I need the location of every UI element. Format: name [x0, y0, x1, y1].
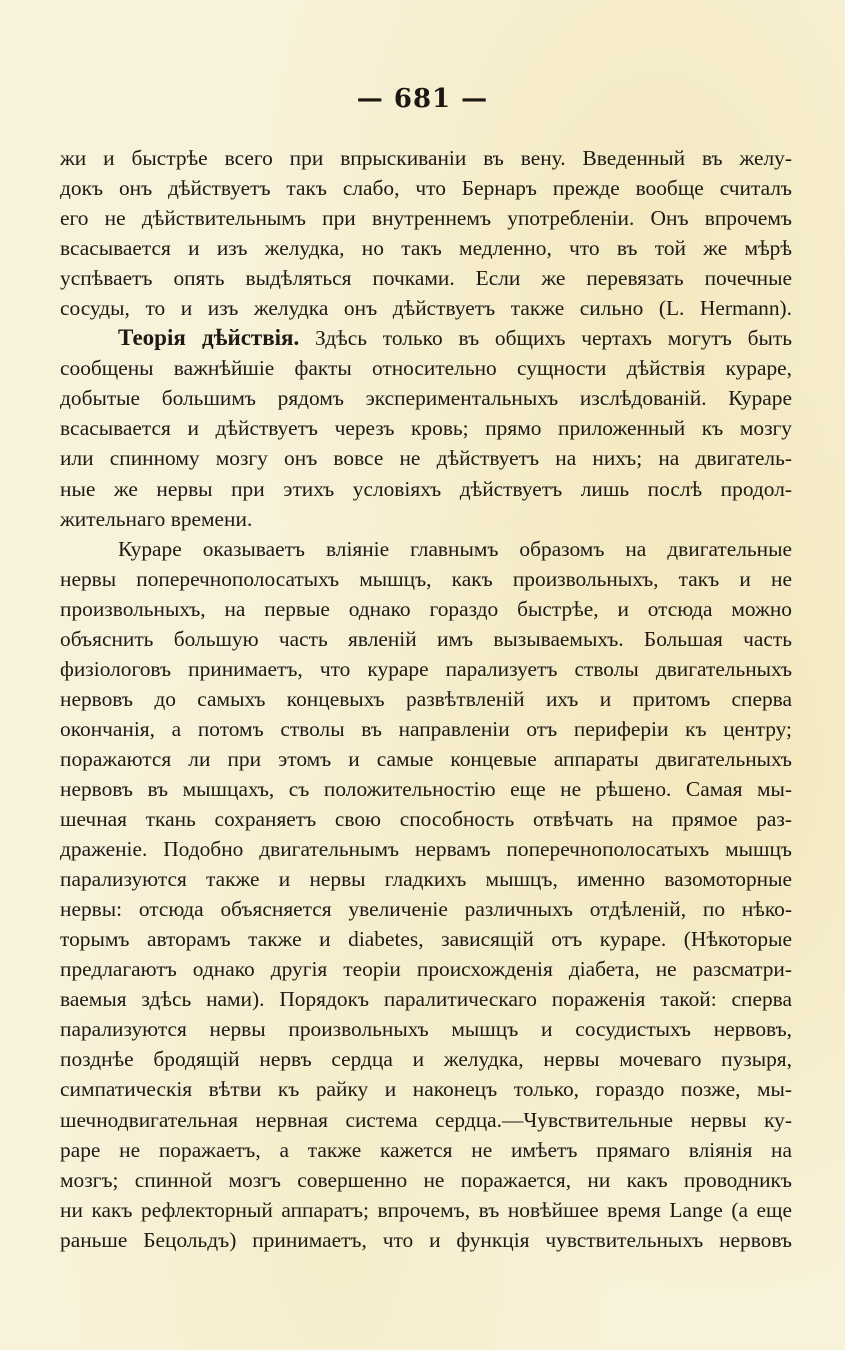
text-line: позднѣе бродящій нервъ сердца и желудка, нервы мочеваго пузыря,: [60, 1047, 792, 1072]
text-line: поражаются ли при этомъ и самые концевые аппараты двигательныхъ: [60, 746, 792, 771]
text-line: сообщены важнѣйшіе факты относительно сущности дѣйствія кураре,: [60, 356, 792, 381]
text-line: добытые большимъ рядомъ экспериментальныхъ изслѣдованій. Кураре: [60, 386, 792, 411]
text-line: объяснить большую часть явленій имъ вызываемыхъ. Большая часть: [60, 626, 792, 651]
text-line: всасывается и дѣйствуетъ черезъ кровь; прямо приложенный къ мозгу: [60, 416, 792, 441]
text-line: или спинному мозгу онъ вовсе не дѣйствуетъ на нихъ; на двигатель-: [60, 446, 792, 471]
text-line: ные же нервы при этихъ условіяхъ дѣйствуетъ лишь послѣ продол-: [60, 476, 792, 501]
text-line: физіологовъ принимаетъ, что кураре парализуетъ стволы двигательныхъ: [60, 656, 792, 681]
heading-line-rest: Здѣсь только въ общихъ чертахъ могутъ быть: [299, 326, 792, 351]
text-line: жи и быстрѣе всего при впрыскиваніи въ вену. Введенный въ желу-: [60, 146, 792, 170]
text-line: шечнодвигательная нервная система сердца.—Чувствительные нервы ку-: [60, 1107, 792, 1132]
text-line: успѣваетъ опять выдѣляться почками. Если же перевязать почечные: [60, 266, 792, 291]
text-line: драженіе. Подобно двигательнымъ нервамъ поперечнополосатыхъ мышцъ: [60, 837, 792, 862]
text-line: всасывается и изъ желудка, но такъ медленно, что въ той же мѣрѣ: [60, 236, 792, 261]
text-line: произвольныхъ, на первые однако гораздо быстрѣе, и отсюда можно: [60, 596, 792, 621]
text-line: докъ онъ дѣйствуетъ такъ слабо, что Бернаръ прежде вообще считалъ: [60, 176, 792, 201]
section-heading-line: [60, 323, 792, 353]
text-line: нервы поперечнополосатыхъ мышцъ, какъ произвольныхъ, такъ и не: [60, 566, 792, 591]
text-line: ни какъ рефлекторный аппаратъ; впрочемъ, въ новѣйшее время Lange (а еще: [60, 1197, 792, 1222]
text-line: жительнаго времени.: [60, 506, 253, 531]
text-line: симпатическія вѣтви къ райку и наконецъ только, гораздо позже, мы-: [60, 1077, 792, 1102]
text-line: его не дѣйствительнымъ при внутреннемъ употребленіи. Онъ впрочемъ: [60, 206, 792, 231]
body-text: [60, 143, 792, 1255]
text-line: ваемыя здѣсь нами). Порядокъ паралитическаго пораженія такой: сперва: [60, 987, 792, 1012]
text-line: раре не поражаетъ, а также кажется не имѣетъ прямаго вліянія на: [60, 1137, 792, 1162]
text-line: нервовъ до самыхъ концевыхъ развѣтвленій ихъ и притомъ сперва: [60, 686, 792, 711]
text-line: нервовъ въ мышцахъ, съ положительностію еще не рѣшено. Самая мы-: [60, 776, 792, 801]
text-line: парализуются нервы произвольныхъ мышцъ и сосудистыхъ нервовъ,: [60, 1017, 792, 1042]
section-heading: Теорія дѣйствія.: [118, 325, 300, 351]
text-line: нервы: отсюда объясняется увеличеніе различныхъ отдѣленій, по нѣко-: [60, 897, 792, 922]
text-line: парализуются также и нервы гладкихъ мышцъ, именно вазомоторные: [60, 867, 792, 892]
text-line: раньше Бецольдъ) принимаетъ, что и функція чувствительныхъ нервовъ: [60, 1227, 792, 1252]
text-line: предлагаютъ однако другія теоріи происхожденія діабета, не разсматри-: [60, 957, 792, 982]
page-number: — 681 —: [356, 84, 489, 114]
paragraph-start-line: Кураре оказываетъ вліяніе главнымъ образомъ на двигательные: [118, 536, 792, 561]
text-line: торымъ авторамъ также и diabetes, зависящій отъ кураре. (Нѣкоторые: [60, 927, 792, 952]
text-line: сосуды, то и изъ желудка онъ дѣйствуетъ также сильно (L. Hermann).: [60, 296, 792, 321]
text-line: окончанія, а потомъ стволы въ направленіи отъ периферіи къ центру;: [60, 716, 792, 741]
text-line: мозгъ; спинной мозгъ совершенно не поражается, ни какъ проводникъ: [60, 1167, 792, 1192]
text-line: шечная ткань сохраняетъ свою способность отвѣчать на прямое раз-: [60, 807, 792, 832]
